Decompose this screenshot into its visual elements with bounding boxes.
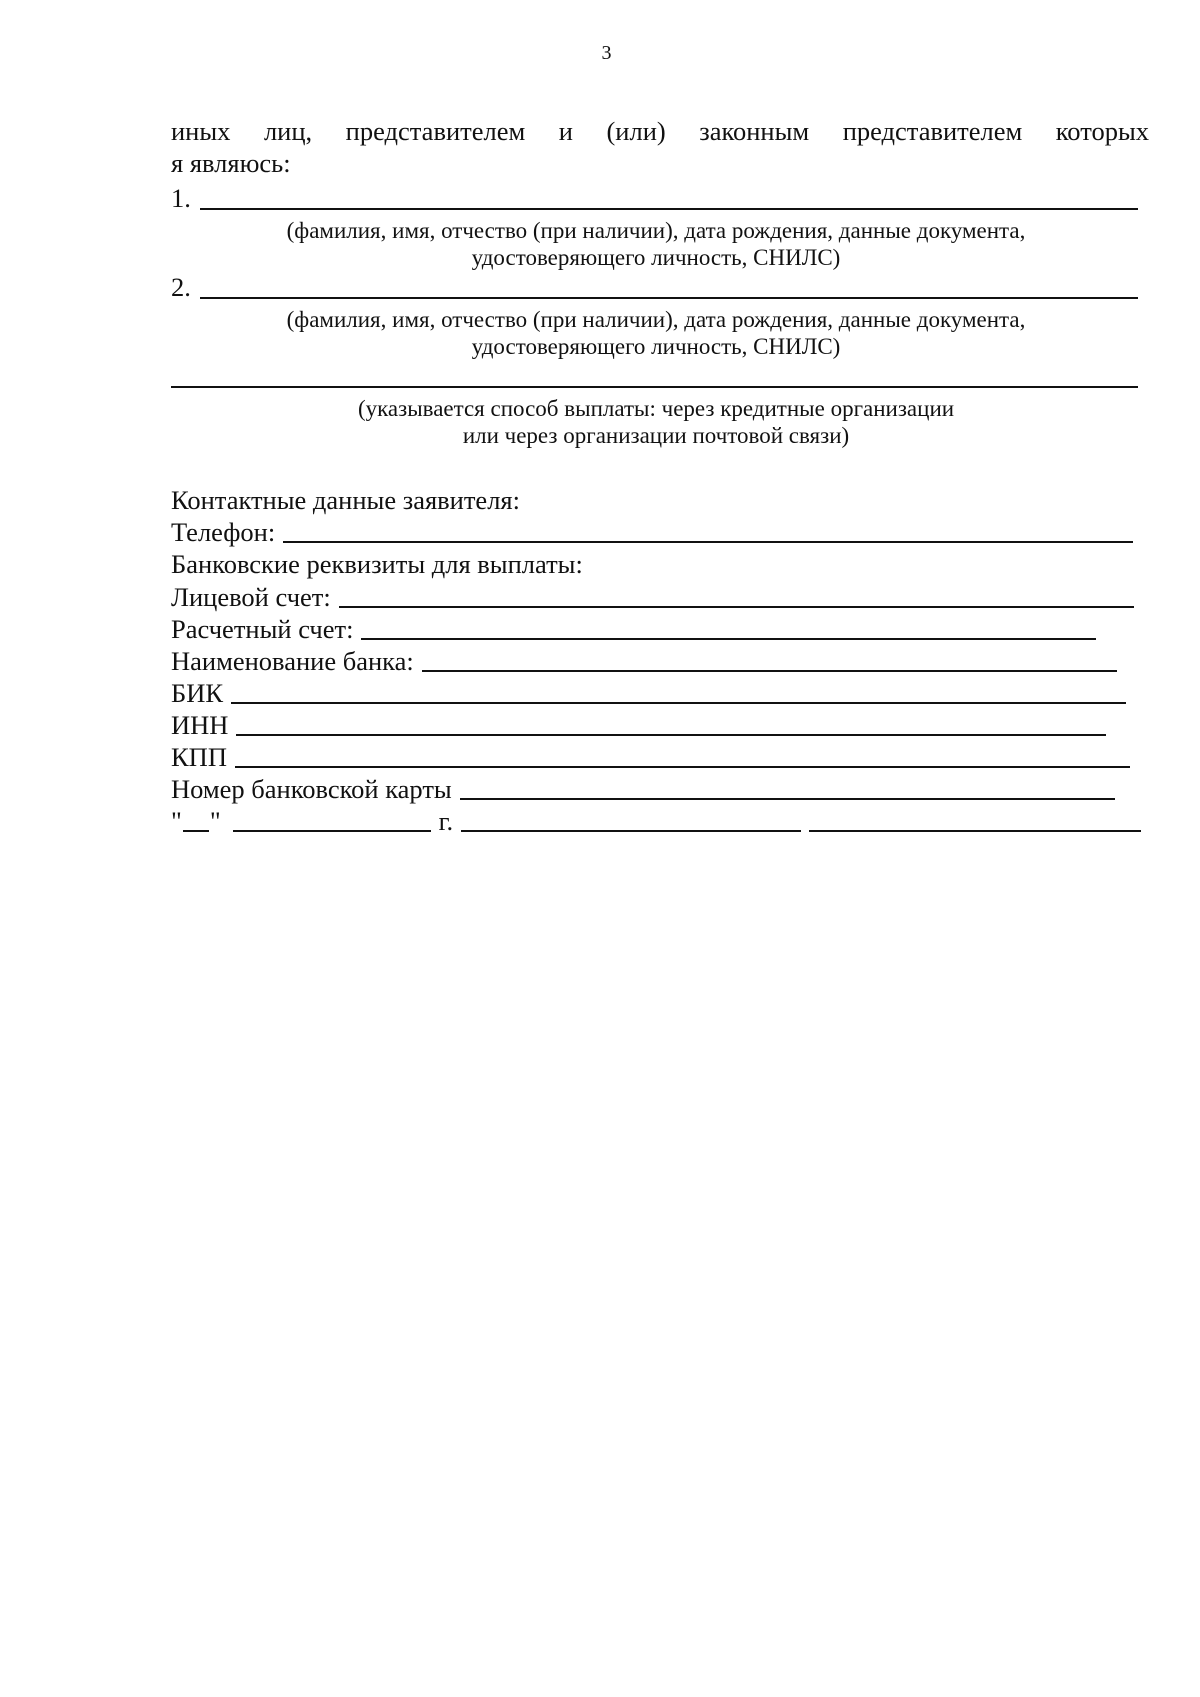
inn-row bbox=[171, 709, 1106, 741]
person-1-field[interactable] bbox=[200, 208, 1138, 210]
bank-heading: Банковские реквизиты для выплаты: bbox=[171, 549, 583, 579]
inn-field[interactable] bbox=[236, 734, 1106, 736]
settlement-account-field[interactable] bbox=[361, 638, 1096, 640]
bik-row bbox=[171, 677, 1126, 709]
card-number-field[interactable] bbox=[460, 798, 1115, 800]
person-1-number: 1. bbox=[171, 183, 191, 213]
person-1-caption-line-2: удостоверяющего личность, СНИЛС) bbox=[471, 245, 841, 270]
person-2-number: 2. bbox=[171, 272, 191, 302]
personal-account-label: Лицевой счет: bbox=[171, 582, 331, 612]
card-number-label: Номер банковской карты bbox=[171, 774, 452, 804]
kpp-field[interactable] bbox=[235, 766, 1130, 768]
card-number-row bbox=[171, 773, 1115, 805]
bik-field[interactable] bbox=[231, 702, 1126, 704]
settlement-account-row bbox=[171, 613, 1096, 645]
bank-name-label: Наименование банка: bbox=[171, 646, 414, 676]
date-signature-row bbox=[171, 805, 1141, 837]
personal-account-field[interactable] bbox=[339, 606, 1134, 608]
date-year-suffix: г. bbox=[438, 806, 454, 836]
bik-label: БИК bbox=[171, 678, 224, 708]
person-1-caption-line-1: (фамилия, имя, отчество (при наличии), дата рождения, данные документа, bbox=[286, 218, 1026, 243]
payment-method-field[interactable] bbox=[171, 386, 1138, 388]
signature-decoding-field[interactable] bbox=[809, 830, 1141, 832]
phone-label: Телефон: bbox=[171, 517, 276, 547]
signature-field[interactable] bbox=[461, 830, 801, 832]
payment-method-caption-line-2: или через организации почтовой связи) bbox=[462, 423, 850, 448]
date-quote-close: " bbox=[209, 806, 221, 836]
intro-line-2: я являюсь: bbox=[171, 148, 291, 178]
payment-method-caption-line-1: (указывается способ выплаты: через кредитные организации bbox=[357, 396, 955, 421]
kpp-label: КПП bbox=[171, 742, 227, 772]
phone-field[interactable] bbox=[283, 541, 1133, 543]
phone-row bbox=[171, 516, 1133, 548]
person-2-caption-line-2: удостоверяющего личность, СНИЛС) bbox=[471, 334, 841, 359]
bank-name-field[interactable] bbox=[422, 670, 1117, 672]
intro-line-1: иных лиц, представителем и (или) законным представителем которых bbox=[171, 116, 1149, 146]
date-day-field[interactable] bbox=[183, 830, 209, 832]
kpp-row bbox=[171, 741, 1130, 773]
bank-name-row bbox=[171, 645, 1117, 677]
settlement-account-label: Расчетный счет: bbox=[171, 614, 354, 644]
personal-account-row bbox=[171, 581, 1134, 613]
inn-label: ИНН bbox=[171, 710, 229, 740]
person-2-caption-line-1: (фамилия, имя, отчество (при наличии), дата рождения, данные документа, bbox=[286, 307, 1026, 332]
page-number: 3 bbox=[601, 42, 612, 64]
date-quote-open: " bbox=[171, 806, 182, 836]
contacts-heading: Контактные данные заявителя: bbox=[171, 485, 520, 515]
date-month-field[interactable] bbox=[233, 830, 431, 832]
person-2-field[interactable] bbox=[200, 297, 1138, 299]
